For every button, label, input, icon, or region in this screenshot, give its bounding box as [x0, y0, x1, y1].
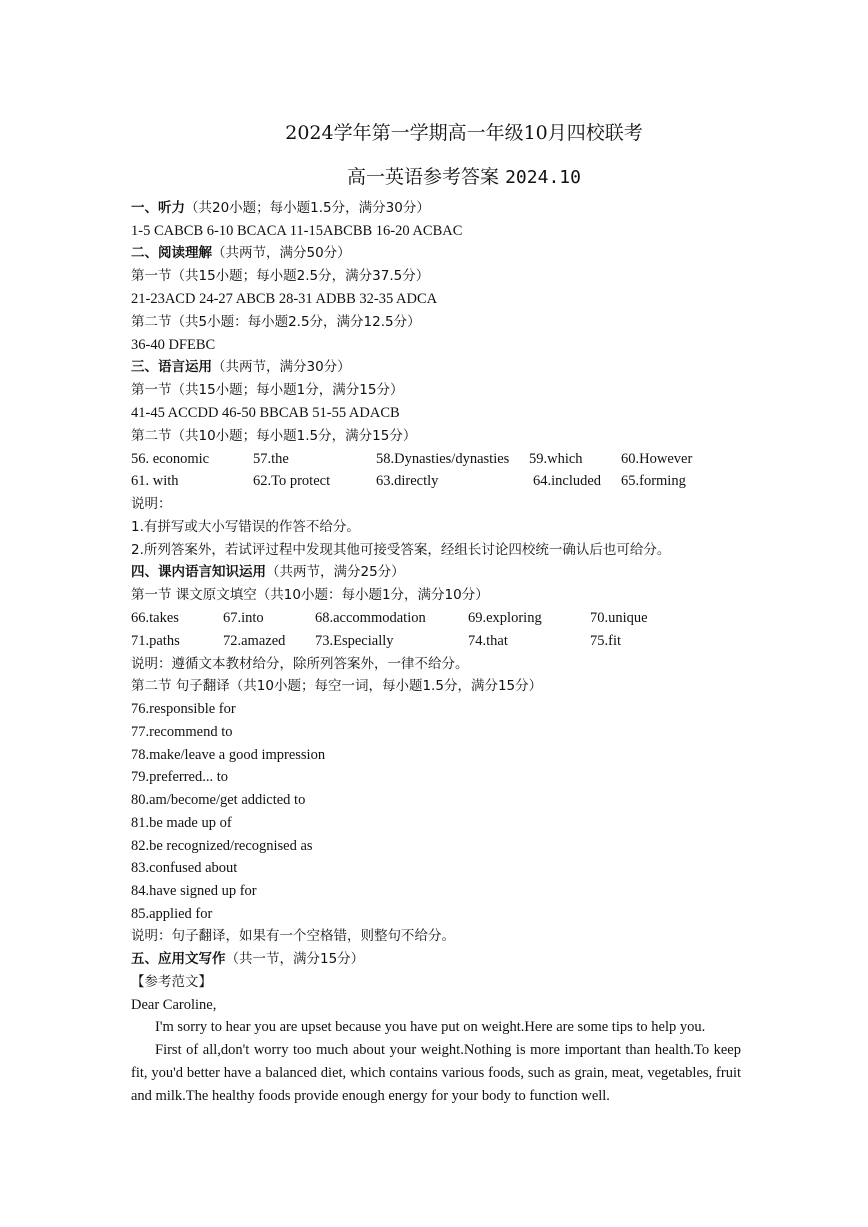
section-listening-note: （共20小题；每小题1.5分，满分30分）: [185, 200, 430, 216]
section-writing-heading: [131, 949, 364, 969]
fill-blank-answer: 74.that: [468, 633, 508, 649]
translation-answer: 83.confused about: [131, 860, 238, 876]
section-listening-title: 一、听力: [131, 200, 185, 216]
textbook-part2-heading: 第二节 句子翻译（共10小题；每空一词，每小题1.5分，满分15分）: [131, 678, 543, 694]
section-writing-note: （共一节，满分15分）: [225, 951, 365, 967]
sample-essay-paragraph-1: I'm sorry to hear you are upset because you have put on weight.Here are some tips to help you.: [155, 1019, 706, 1035]
reading-part2-answers: 36-40 DFEBC: [131, 337, 216, 353]
cloze-answer: 57.the: [253, 451, 289, 467]
reading-part1-heading: 第一节（共15小题；每小题2.5分，满分37.5分）: [131, 268, 430, 284]
translation-answer: 85.applied for: [131, 906, 213, 922]
sample-essay-paragraph-2: First of all,don't worry too much about your weight.Nothing is more important than health.To keep fit, you'd better have a balanced diet, which contains various foods, such as grain, meat, vegetables, fruit and milk.The healthy foods provide enough energy for your body to function well.: [131, 1042, 741, 1104]
sample-essay-greeting: Dear Caroline,: [131, 997, 217, 1013]
fill-blank-answer: 67.into: [223, 610, 264, 626]
cloze-answer: 62.To protect: [253, 473, 331, 489]
translation-answer: 81.be made up of: [131, 815, 232, 831]
fill-blank-answers-row-2: [131, 631, 751, 651]
answer-key-title-cn: 高一英语参考答案: [347, 166, 500, 188]
translation-explain: 说明：句子翻译，如果有一个空格错，则整句不给分。: [131, 928, 455, 944]
translation-answer: 76.responsible for: [131, 701, 236, 717]
cloze-answer: 58.Dynasties/dynasties: [376, 451, 510, 467]
language-use-explain-label: 说明：: [131, 496, 172, 512]
cloze-answer: 59.which: [529, 451, 583, 467]
section-language-use-heading: [131, 357, 351, 377]
section-reading-note: （共两节，满分50分）: [212, 245, 351, 261]
section-reading-title: 二、阅读理解: [131, 245, 212, 261]
section-language-use-note: （共两节，满分30分）: [212, 359, 351, 375]
answer-key-title: [0, 162, 868, 189]
translation-answer: 84.have signed up for: [131, 883, 257, 899]
language-use-part2-heading: 第二节（共10小题；每小题1.5分，满分15分）: [131, 428, 417, 444]
fill-blank-answer: 70.unique: [590, 610, 648, 626]
section-reading-heading: [131, 243, 351, 263]
section-language-use-title: 三、语言运用: [131, 359, 212, 375]
cloze-answer: 64.included: [533, 473, 602, 489]
cloze-answer: 60.However: [621, 451, 693, 467]
fill-blank-answers-row-1: [131, 608, 751, 628]
language-use-part1-heading: 第一节（共15小题；每小题1分，满分15分）: [131, 382, 404, 398]
section-listening-heading: [131, 198, 430, 218]
translation-answer: 82.be recognized/recognised as: [131, 838, 313, 854]
cloze-answer: 61. with: [131, 473, 179, 489]
answer-key-date: 2024.10: [505, 167, 581, 188]
fill-blank-answer: 68.accommodation: [315, 610, 426, 626]
cloze-answer: 65.forming: [621, 473, 686, 489]
cloze-answers-row-1: [131, 449, 751, 469]
translation-answer: 79.preferred... to: [131, 769, 229, 785]
fill-blank-answer: 73.Especially: [315, 633, 394, 649]
translation-answer: 80.am/become/get addicted to: [131, 792, 306, 808]
section-textbook-title: 四、课内语言知识运用: [131, 564, 266, 580]
fill-blank-answer: 66.takes: [131, 610, 179, 626]
fill-blank-answer: 72.amazed: [223, 633, 286, 649]
cloze-answers-row-2: [131, 471, 751, 491]
section-textbook-heading: [131, 562, 405, 582]
cloze-answer: 63.directly: [376, 473, 439, 489]
textbook-part1-heading: 第一节 课文原文填空（共10小题：每小题1分，满分10分）: [131, 587, 489, 603]
listening-answers: 1-5 CABCB 6-10 BCACA 11-15ABCBB 16-20 ACBAC: [131, 223, 463, 239]
exam-title: 2024学年第一学期高一年级10月四校联考: [285, 122, 643, 144]
sample-essay-label: 【参考范文】: [131, 974, 212, 990]
textbook-part1-explain: 说明：遵循文本教材给分，除所列答案外，一律不给分。: [131, 656, 469, 672]
language-use-rule-1: 1.有拼写或大小写错误的作答不给分。: [131, 519, 360, 535]
fill-blank-answer: 75.fit: [590, 633, 622, 649]
language-use-part1-answers: 41-45 ACCDD 46-50 BBCAB 51-55 ADACB: [131, 405, 400, 421]
cloze-answer: 56. economic: [131, 451, 210, 467]
language-use-rule-2: 2.所列答案外，若试评过程中发现其他可接受答案，经组长讨论四校统一确认后也可给分。: [131, 542, 671, 558]
reading-part1-answers: 21-23ACD 24-27 ABCB 28-31 ADBB 32-35 ADCA: [131, 291, 438, 307]
reading-part2-heading: 第二节（共5小题：每小题2.5分，满分12.5分）: [131, 314, 421, 330]
section-textbook-note: （共两节，满分25分）: [266, 564, 405, 580]
translation-answer: 78.make/leave a good impression: [131, 747, 326, 763]
fill-blank-answer: 71.paths: [131, 633, 180, 649]
translation-answer: 77.recommend to: [131, 724, 233, 740]
fill-blank-answer: 69.exploring: [468, 610, 542, 626]
section-writing-title: 五、应用文写作: [131, 951, 226, 967]
